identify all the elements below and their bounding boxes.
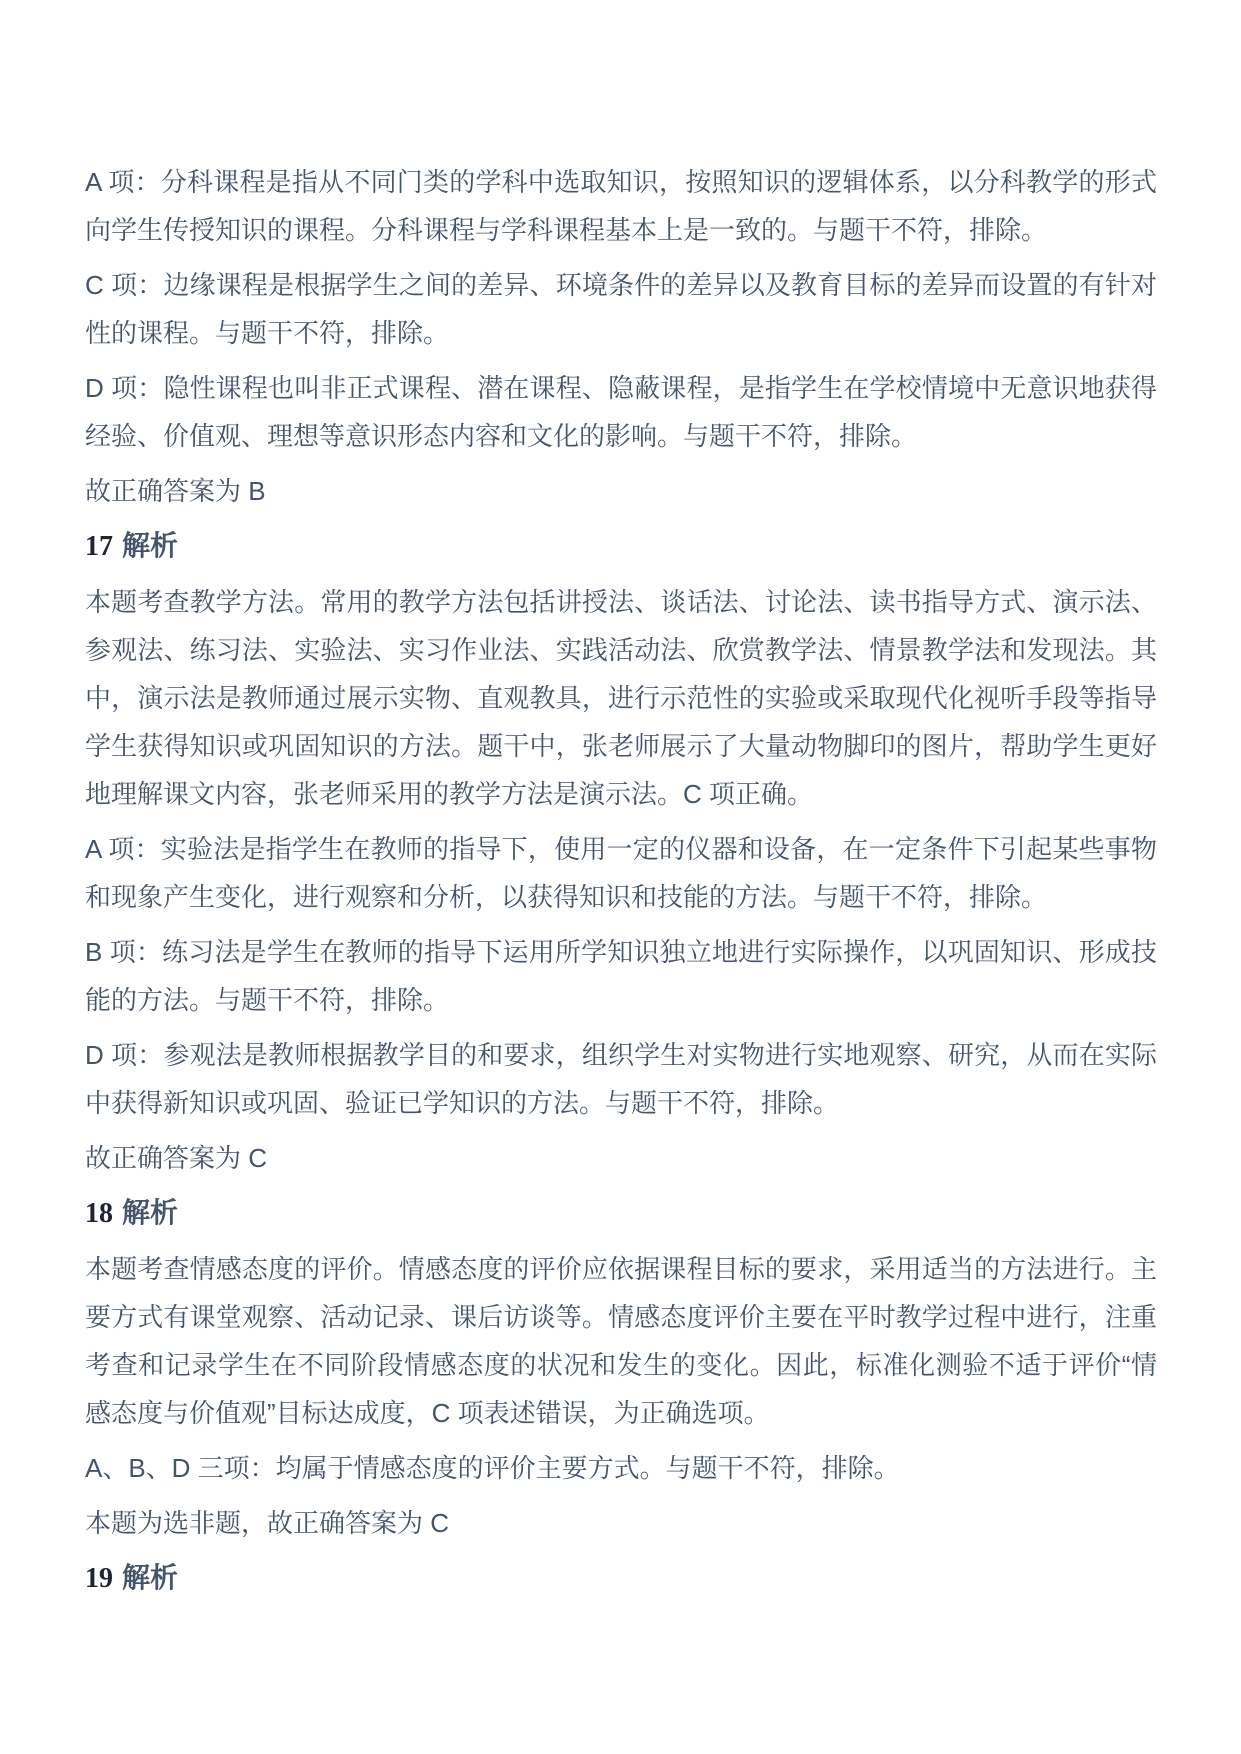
heading-label-jiexi-18: 解析: [122, 1197, 179, 1228]
answer-statement-q17: 故正确答案为 C: [85, 1143, 268, 1173]
heading-label-jiexi-19: 解析: [122, 1562, 179, 1593]
paragraph-q17-main-analysis: 本题考查教学方法。常用的教学方法包括讲授法、谈话法、讨论法、读书指导方式、演示法、参观法、练习法、实验法、实习作业法、实践活动法、欣赏教学法、情景教学法和发现法。其中，演示法是教师通过展示实物、直观教具，进行示范性的实验或采取现代化视听手段等指导学生获得知识或巩固知识的方法。题干中，张老师展示了大量动物脚印的图片，帮助学生更好地理解课文内容，张老师采用的教学方法是演示法。C 项正确。: [85, 587, 1157, 809]
heading-number-17: 17: [85, 531, 113, 562]
paragraph-q18-options-abd: A、B、D 三项：均属于情感态度的评价主要方式。与题干不符，排除。: [85, 1453, 900, 1483]
answer-statement-q16: 故正确答案为 B: [85, 476, 266, 506]
paragraph-q17-option-a: A 项：实验法是指学生在教师的指导下，使用一定的仪器和设备，在一定条件下引起某些事物和现象产生变化，进行观察和分析，以获得知识和技能的方法。与题干不符，排除。: [85, 834, 1157, 912]
heading-number-18: 18: [85, 1198, 113, 1229]
heading-label-jiexi-17: 解析: [122, 530, 179, 561]
paragraph-q18-main-analysis: 本题考查情感态度的评价。情感态度的评价应依据课程目标的要求，采用适当的方法进行。主要方式有课堂观察、活动记录、课后访谈等。情感态度评价主要在平时教学过程中进行，注重考查和记录学生在不同阶段情感态度的状况和发生的变化。因此，标准化测验不适于评价“情感态度与价值观”目标达成度，C 项表述错误，为正确选项。: [85, 1254, 1157, 1428]
answer-statement-q18: 本题为选非题，故正确答案为 C: [85, 1508, 450, 1538]
paragraph-q16-option-c: C 项：边缘课程是根据学生之间的差异、环境条件的差异以及教育目标的差异而设置的有针对性的课程。与题干不符，排除。: [85, 270, 1157, 348]
section-heading-q17: [85, 522, 1157, 571]
section-heading-q19: [85, 1554, 1157, 1603]
paragraph-q16-option-a: A 项：分科课程是指从不同门类的学科中选取知识，按照知识的逻辑体系，以分科教学的形式向学生传授知识的课程。分科课程与学科课程基本上是一致的。与题干不符，排除。: [85, 167, 1157, 245]
paragraph-q17-option-b: B 项：练习法是学生在教师的指导下运用所学知识独立地进行实际操作，以巩固知识、形成技能的方法。与题干不符，排除。: [85, 937, 1157, 1015]
heading-number-19: 19: [85, 1563, 113, 1594]
section-heading-q18: [85, 1189, 1157, 1238]
paragraph-q16-option-d: D 项：隐性课程也叫非正式课程、潜在课程、隐蔽课程，是指学生在学校情境中无意识地获得经验、价值观、理想等意识形态内容和文化的影响。与题干不符，排除。: [85, 373, 1157, 451]
paragraph-q17-option-d: D 项：参观法是教师根据教学目的和要求，组织学生对实物进行实地观察、研究，从而在实际中获得新知识或巩固、验证已学知识的方法。与题干不符，排除。: [85, 1040, 1157, 1118]
